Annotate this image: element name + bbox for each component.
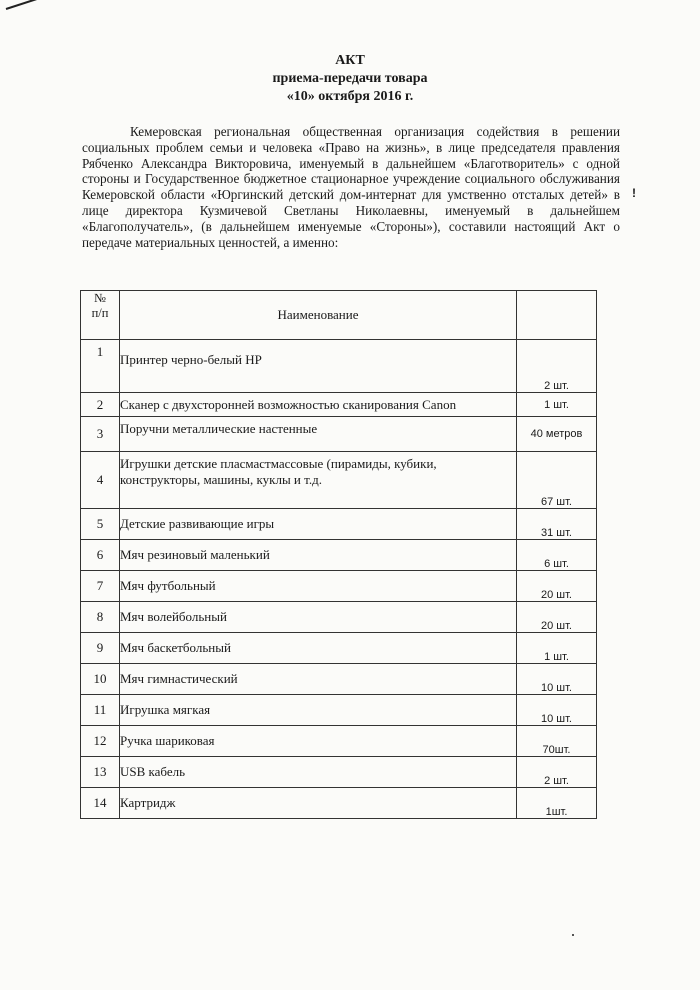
row-quantity: 2 шт.	[517, 757, 597, 788]
row-quantity: 2 шт.	[517, 340, 597, 393]
row-quantity: 67 шт.	[517, 452, 597, 509]
document-subtitle: приема-передачи товара	[272, 71, 428, 86]
row-quantity: 10 шт.	[517, 695, 597, 726]
row-name: Принтер черно-белый HP	[120, 340, 517, 393]
table-row	[81, 664, 597, 695]
row-name: Игрушка мягкая	[120, 695, 517, 726]
pen-stroke-mark	[6, 0, 37, 10]
row-name: Игрушки детские пласмастмассовые (пирамиды, кубики, конструкторы, машины, куклы и т.д.	[120, 452, 517, 509]
row-quantity: 70шт.	[517, 726, 597, 757]
document-header	[0, 52, 700, 106]
row-number: 5	[81, 509, 120, 540]
document-title: АКТ	[335, 53, 365, 68]
row-quantity: 1 шт.	[517, 393, 597, 417]
table-row	[81, 695, 597, 726]
row-quantity: 20 шт.	[517, 571, 597, 602]
row-name: Картридж	[120, 788, 517, 819]
table-row	[81, 393, 597, 417]
row-name: Мяч гимнастический	[120, 664, 517, 695]
row-name: USB кабель	[120, 757, 517, 788]
table-row	[81, 571, 597, 602]
row-name: Ручка шариковая	[120, 726, 517, 757]
intro-text: Кемеровская региональная общественная организация содействия в решении социальных проблем семьи и человека «Право на жизнь», в лице председателя правления Рябченко Александра Викторовича, именуемый в дальнейшем «Благотворитель» с одной стороны и Государственное бюджетное стационарное учреждение социального обслуживания Кемеровской области «Юргинский детский дом-интернат для умственно отсталых детей» в лице директора Кузмичевой Светланы Николаевны, именуемый в дальнейшем «Благополучатель», (в дальнейшем именуемые «Стороны»), составили настоящий Акт о передаче материальных ценностей, а именно:	[82, 124, 620, 250]
row-name: Детские развивающие игры	[120, 509, 517, 540]
row-quantity: 31 шт.	[517, 509, 597, 540]
row-number: 1	[81, 340, 120, 393]
row-name: Мяч баскетбольный	[120, 633, 517, 664]
row-number: 11	[81, 695, 120, 726]
table-header-row	[81, 291, 597, 340]
document-date: «10» октября 2016 г.	[286, 89, 414, 104]
row-name: Мяч волейбольный	[120, 602, 517, 633]
header-name: Наименование	[120, 291, 517, 340]
row-quantity: 40 метров	[517, 417, 597, 452]
row-number: 7	[81, 571, 120, 602]
row-number: 12	[81, 726, 120, 757]
row-number: 8	[81, 602, 120, 633]
row-quantity: 1 шт.	[517, 633, 597, 664]
table-row	[81, 757, 597, 788]
table-row	[81, 540, 597, 571]
row-name: Мяч резиновый маленький	[120, 540, 517, 571]
intro-paragraph	[82, 124, 620, 250]
header-unit	[517, 291, 597, 340]
table-row	[81, 417, 597, 452]
table-row	[81, 602, 597, 633]
row-number: 9	[81, 633, 120, 664]
row-quantity: 20 шт.	[517, 602, 597, 633]
row-name: Сканер с двухсторонней возможностью сканирования Canon	[120, 393, 517, 417]
row-quantity: 10 шт.	[517, 664, 597, 695]
scan-speck	[572, 934, 574, 936]
row-quantity: 1шт.	[517, 788, 597, 819]
row-name: Мяч футбольный	[120, 571, 517, 602]
row-number: 4	[81, 452, 120, 509]
items-table	[80, 290, 597, 819]
row-number: 14	[81, 788, 120, 819]
row-quantity: 6 шт.	[517, 540, 597, 571]
row-number: 13	[81, 757, 120, 788]
margin-tick-mark: !	[632, 186, 636, 200]
row-name: Поручни металлические настенные	[120, 417, 517, 452]
row-number: 10	[81, 664, 120, 695]
row-number: 6	[81, 540, 120, 571]
header-number	[81, 291, 120, 340]
table-row	[81, 340, 597, 393]
table-row	[81, 452, 597, 509]
header-number-text: № п/п	[91, 291, 109, 320]
row-number: 2	[81, 393, 120, 417]
table-row	[81, 726, 597, 757]
table-row	[81, 509, 597, 540]
table-row	[81, 788, 597, 819]
row-number: 3	[81, 417, 120, 452]
table-row	[81, 633, 597, 664]
